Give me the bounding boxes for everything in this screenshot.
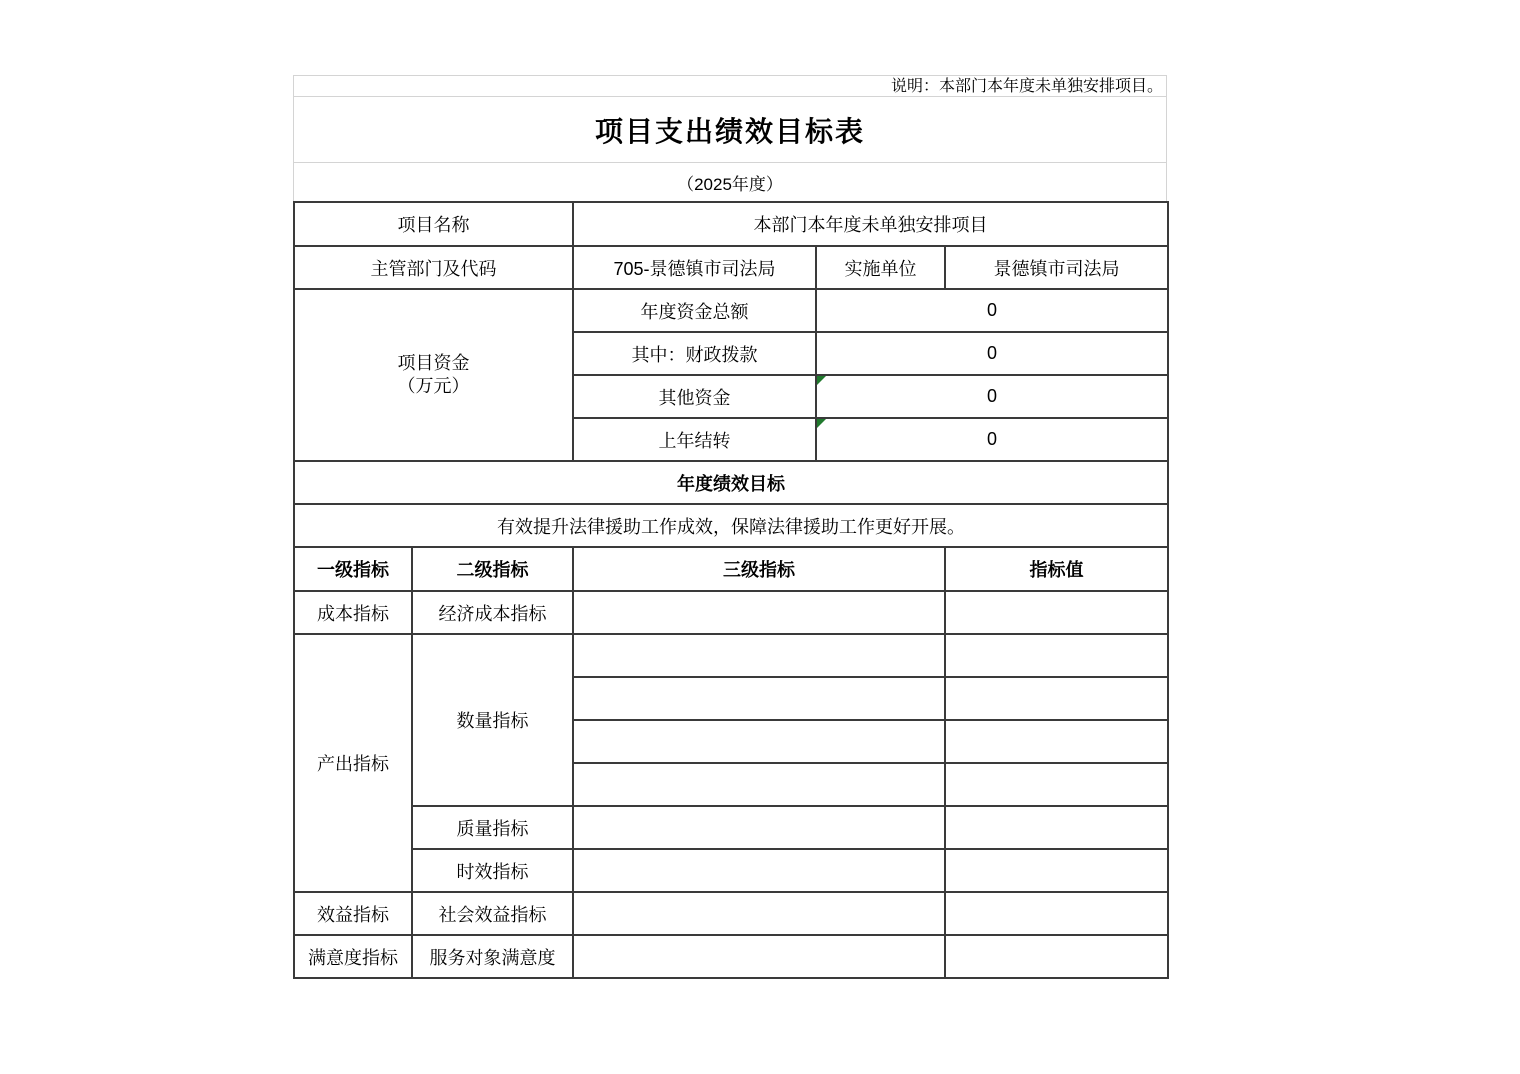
empty-value-cell [945, 935, 1168, 978]
annual-target-content: 有效提升法律援助工作成效，保障法律援助工作更好开展。 [294, 504, 1168, 547]
funds-label-line1: 项目资金 [397, 352, 470, 373]
benefit-level2: 社会效益指标 [412, 892, 573, 935]
table-row [294, 806, 1168, 849]
cell-flag-icon [817, 419, 826, 428]
sheet [293, 75, 1167, 979]
table-row [294, 202, 1168, 246]
fund-fiscal-value-text: 0 [987, 343, 998, 363]
dept-label: 主管部门及代码 [294, 246, 573, 289]
empty-level3-cell [573, 849, 945, 892]
fund-carryover-value-text: 0 [987, 429, 998, 449]
empty-value-cell [945, 763, 1168, 806]
table-row [294, 892, 1168, 935]
quality-level2: 质量指标 [412, 806, 573, 849]
note-row [293, 75, 1167, 97]
empty-level3-cell [573, 892, 945, 935]
table-row [294, 246, 1168, 289]
cost-level2: 经济成本指标 [412, 591, 573, 634]
satisfaction-level1: 满意度指标 [294, 935, 412, 978]
empty-level3-cell [573, 763, 945, 806]
header-value: 指标值 [945, 547, 1168, 591]
project-name-label: 项目名称 [294, 202, 573, 246]
table-row [294, 461, 1168, 504]
title-row [293, 97, 1167, 163]
funds-label [294, 289, 573, 461]
header-level2: 二级指标 [412, 547, 573, 591]
performance-target-table [293, 201, 1169, 979]
table-row [294, 634, 1168, 677]
fund-other-value-text: 0 [987, 386, 998, 406]
empty-level3-cell [573, 806, 945, 849]
cost-level1: 成本指标 [294, 591, 412, 634]
empty-value-cell [945, 720, 1168, 763]
fund-total-label: 年度资金总额 [573, 289, 816, 332]
table-row [294, 591, 1168, 634]
fund-other-value [816, 375, 1168, 418]
fund-total-value-text: 0 [987, 300, 998, 320]
output-level1: 产出指标 [294, 634, 412, 892]
empty-value-cell [945, 892, 1168, 935]
table-row [294, 935, 1168, 978]
empty-level3-cell [573, 677, 945, 720]
empty-level3-cell [573, 935, 945, 978]
header-level3: 三级指标 [573, 547, 945, 591]
fund-total-value [816, 289, 1168, 332]
fund-fiscal-value [816, 332, 1168, 375]
fund-other-label: 其他资金 [573, 375, 816, 418]
table-row [294, 849, 1168, 892]
table-row [294, 504, 1168, 547]
satisfaction-level2: 服务对象满意度 [412, 935, 573, 978]
fund-fiscal-label: 其中：财政拨款 [573, 332, 816, 375]
dept-value: 705-景德镇市司法局 [573, 246, 816, 289]
empty-value-cell [945, 806, 1168, 849]
page-subtitle: （2025年度） [677, 174, 783, 194]
subtitle-row [293, 163, 1167, 201]
impl-unit-label: 实施单位 [816, 246, 945, 289]
empty-value-cell [945, 849, 1168, 892]
project-name-value: 本部门本年度未单独安排项目 [573, 202, 1168, 246]
page-title: 项目支出绩效目标表 [594, 115, 865, 147]
empty-value-cell [945, 591, 1168, 634]
empty-level3-cell [573, 720, 945, 763]
header-level1: 一级指标 [294, 547, 412, 591]
annual-target-header: 年度绩效目标 [294, 461, 1168, 504]
empty-value-cell [945, 677, 1168, 720]
cell-flag-icon [817, 376, 826, 385]
indicator-header-row [294, 547, 1168, 591]
empty-value-cell [945, 634, 1168, 677]
empty-level3-cell [573, 591, 945, 634]
impl-unit-value: 景德镇市司法局 [945, 246, 1168, 289]
empty-level3-cell [573, 634, 945, 677]
table-row [294, 289, 1168, 332]
funds-label-line2: （万元） [397, 376, 470, 396]
fund-carryover-label: 上年结转 [573, 418, 816, 461]
time-level2: 时效指标 [412, 849, 573, 892]
benefit-level1: 效益指标 [294, 892, 412, 935]
quantity-level2: 数量指标 [412, 634, 573, 806]
fund-carryover-value [816, 418, 1168, 461]
note-text: 说明：本部门本年度未单独安排项目。 [890, 78, 1163, 95]
